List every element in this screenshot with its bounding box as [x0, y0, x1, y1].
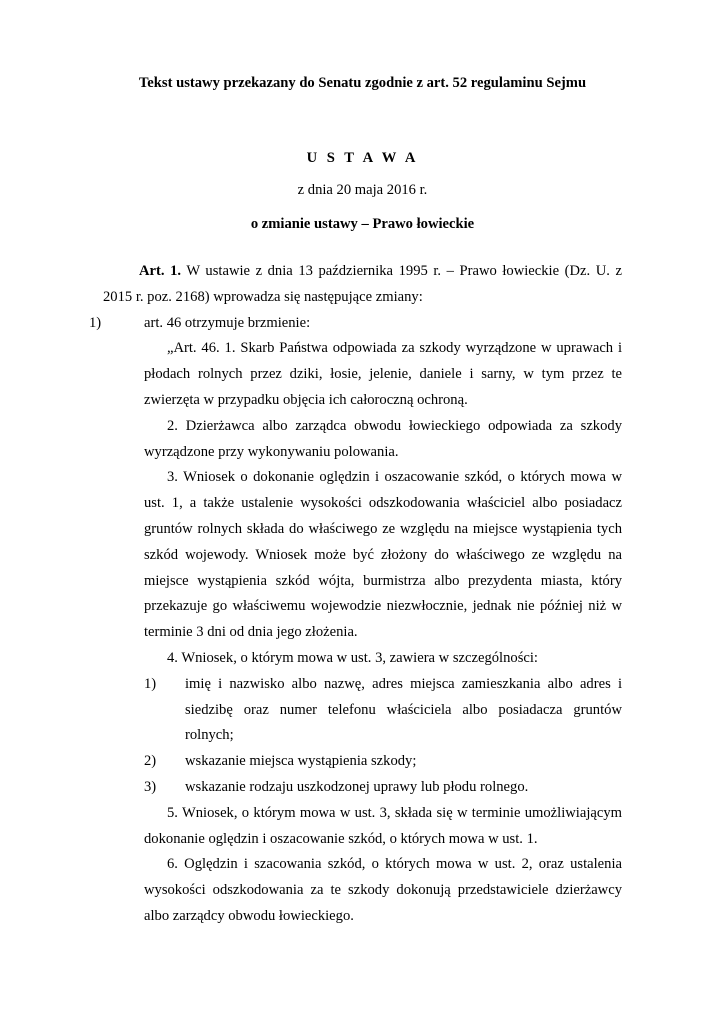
quote-list: [144, 672, 622, 801]
header-note: Tekst ustawy przekazany do Senatu zgodnie z art. 52 regulaminu Sejmu: [138, 75, 587, 91]
quote-paragraph-3: 3. Wniosek o dokonanie oględzin i oszacowanie szkód, o których mowa w ust. 1, a także ustalenie wysokości odszkodowania właściciel albo posiadacz gruntów rolnych składa do właściwego ze względu na miejsce wystąpienia tych szkód wojewody. Wniosek może być złożony do właściwego ze względu na miejsce wystąpienia szkód wójta, burmistrza albo prezydenta miasta, który przekazuje go właściwemu wojewodzie niezwłocznie, jednak nie później niż w terminie 3 dni od dnia jego złożenia.: [144, 469, 622, 641]
act-body: [89, 259, 622, 930]
list-item-number: 1): [144, 675, 157, 692]
list-item-number: 2): [144, 753, 157, 770]
list-item-number: 3): [144, 778, 157, 795]
act-title: U S T A W A: [306, 150, 419, 166]
article-1-intro: [103, 259, 622, 311]
point-1-text: art. 46 otrzymuje brzmienie:: [144, 314, 311, 331]
list-item-text: imię i nazwisko albo nazwę, adres miejsca zamieszkania albo adres i siedzibę oraz numer telefonu właściciela albo posiadacza gruntów rolnych;: [185, 675, 622, 744]
article-1-intro-text: W ustawie z dnia 13 października 1995 r. – Prawo łowieckie (Dz. U. z 2015 r. poz. 2168) wprowadza się następujące zmiany:: [103, 263, 622, 305]
list-item: [144, 775, 622, 801]
list-item-text: wskazanie rodzaju uszkodzonej uprawy lub płodu rolnego.: [185, 778, 529, 795]
quote-paragraph-5: 5. Wniosek, o którym mowa w ust. 3, składa się w terminie umożliwiającym dokonanie oględzin i oszacowanie szkód, o których mowa w ust. 1.: [144, 804, 622, 847]
quote-paragraph-2: 2. Dzierżawca albo zarządca obwodu łowieckiego odpowiada za szkody wyrządzone przy wykonywaniu polowania.: [144, 417, 622, 460]
act-date: z dnia 20 maja 2016 r.: [297, 182, 428, 198]
point-1-number: 1): [89, 314, 102, 331]
article-1-label: Art. 1.: [139, 263, 182, 279]
list-item: [144, 672, 622, 749]
quote-paragraph-1: „Art. 46. 1. Skarb Państwa odpowiada za szkody wyrządzone w uprawach i płodach rolnych przez dziki, łosie, jelenie, daniele i sarny, w tym przez te zwierzęta w przypadku objęcia ich całoroczną ochroną.: [144, 340, 622, 408]
quote-paragraph-6: 6. Oględzin i szacowania szkód, o których mowa w ust. 2, oraz ustalenia wysokości odszkodowania za te szkody dokonują przedstawiciele dzierżawcy albo zarządcy obwodu łowieckiego.: [144, 856, 622, 924]
list-item: [144, 749, 622, 775]
list-item-text: wskazanie miejsca wystąpienia szkody;: [185, 753, 417, 770]
quoted-article-46: [144, 336, 622, 929]
point-1: [89, 311, 622, 337]
act-subject: o zmianie ustawy – Prawo łowieckie: [250, 216, 475, 232]
quote-paragraph-4: 4. Wniosek, o którym mowa w ust. 3, zawiera w szczególności:: [167, 649, 538, 666]
